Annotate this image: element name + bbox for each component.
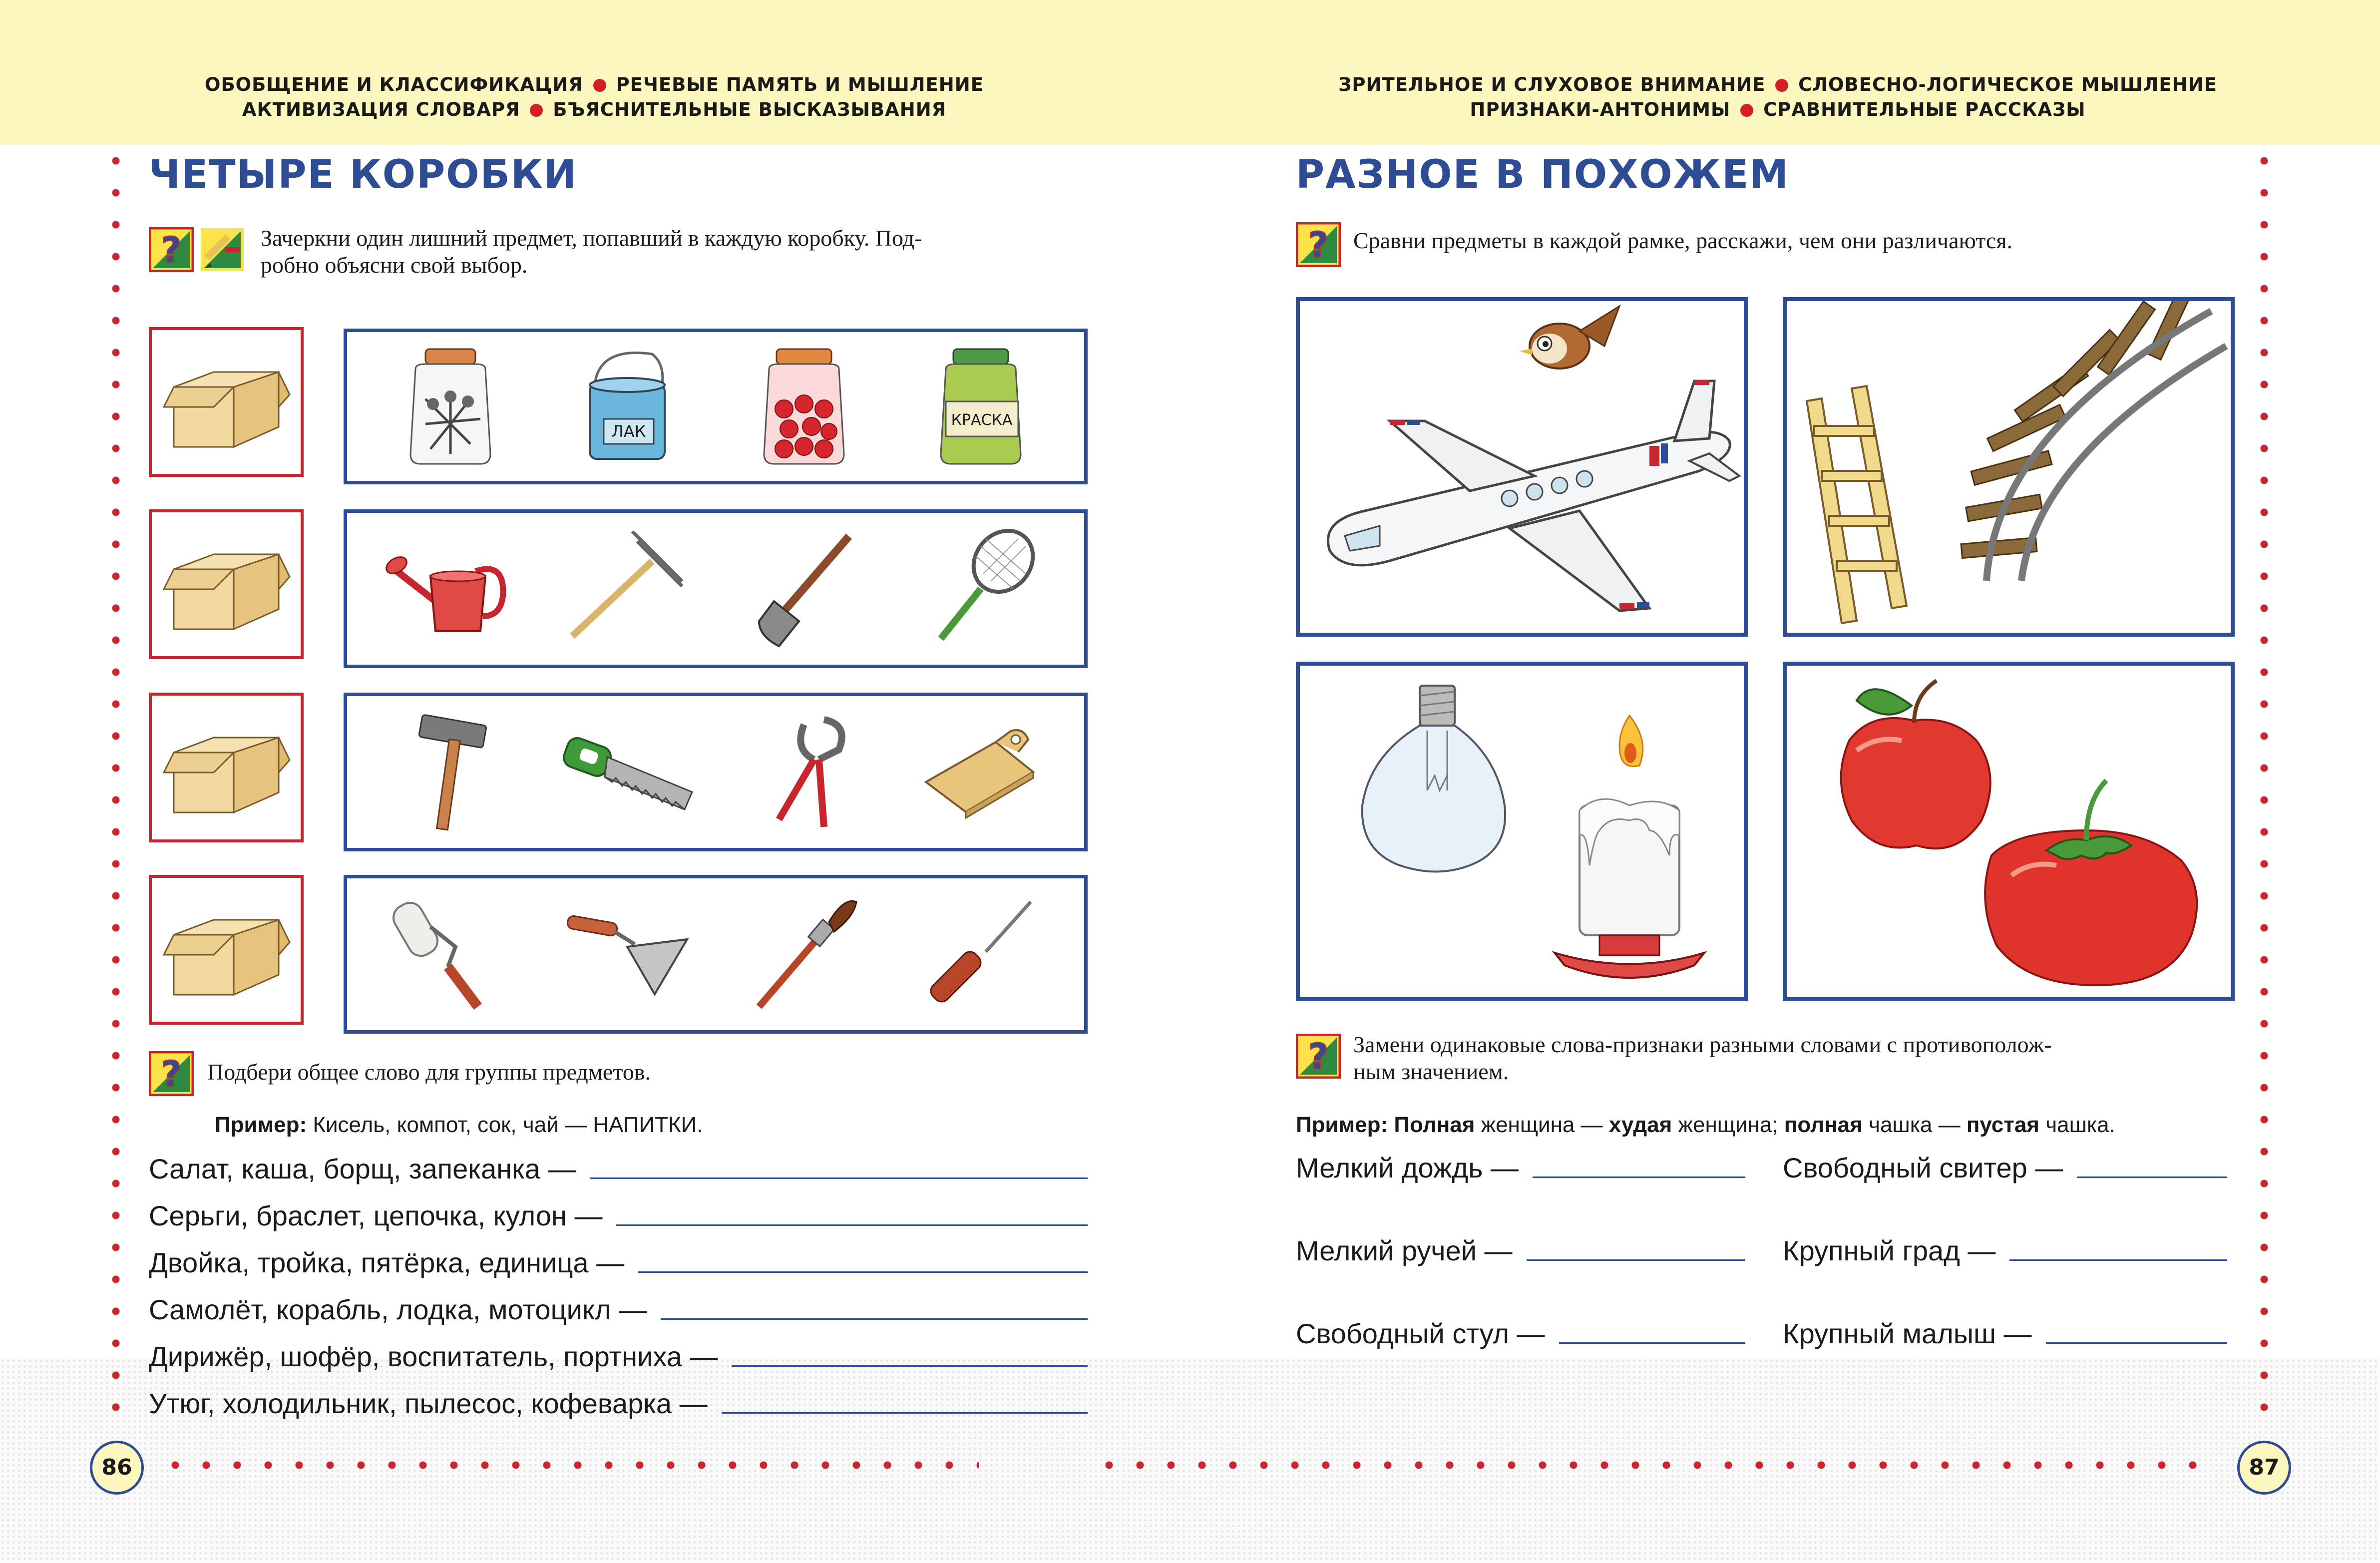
question-icon bbox=[149, 1051, 194, 1096]
question-icon bbox=[149, 227, 194, 272]
shovel-icon[interactable] bbox=[737, 524, 871, 654]
header-topic: СЛОВЕСНО-ЛОГИЧЕСКОЕ МЫШЛЕНИЕ bbox=[1798, 74, 2217, 95]
svg-text:?: ? bbox=[161, 230, 182, 271]
header-topic: ПРИЗНАКИ-АНТОНИМЫ bbox=[1470, 99, 1731, 120]
hammer-icon[interactable] bbox=[383, 707, 518, 837]
question-icon bbox=[1296, 222, 1341, 267]
header-topic: ЗРИТЕЛЬНОЕ И СЛУХОВОЕ ВНИМАНИЕ bbox=[1338, 74, 1766, 95]
svg-text:?: ? bbox=[1308, 225, 1329, 266]
rake-icon[interactable] bbox=[560, 524, 695, 654]
screwdriver-icon[interactable] bbox=[913, 889, 1048, 1019]
paint-roller-icon[interactable] bbox=[383, 889, 518, 1019]
example-text: Пример: Полная женщина — худая женщина; полная чашка — пустая чашка. bbox=[1296, 1113, 2115, 1137]
tennis-racket-icon[interactable] bbox=[913, 524, 1048, 654]
page-number-left: 86 bbox=[90, 1441, 144, 1495]
jar-with-berries-icon[interactable] bbox=[737, 342, 871, 471]
items-row-2 bbox=[344, 509, 1088, 668]
paint-jar-icon[interactable] bbox=[913, 342, 1048, 471]
box-icon bbox=[159, 713, 294, 822]
cardboard-box bbox=[149, 875, 304, 1025]
picture-apple-tomato[interactable] bbox=[1783, 662, 2235, 1001]
fill-in-line[interactable]: Дирижёр, шофёр, воспитатель, портниха — bbox=[149, 1340, 1088, 1373]
task-instruction: Сравни предметы в каждой рамке, расскажи, чем они различаются. bbox=[1353, 228, 2012, 253]
task-instruction: Подбери общее слово для группы предметов. bbox=[207, 1059, 651, 1085]
fill-in-line[interactable]: Салат, каша, борщ, запеканка — bbox=[149, 1153, 1088, 1185]
fill-in-line[interactable]: Утюг, холодильник, пылесос, кофеварка — bbox=[149, 1387, 1088, 1420]
lacquer-can-icon[interactable] bbox=[560, 342, 695, 471]
header-topic: БЪЯСНИТЕЛЬНЫЕ ВЫСКАЗЫВАНИЯ bbox=[553, 99, 947, 120]
fill-in-line[interactable]: Серьги, браслет, цепочка, кулон — bbox=[149, 1199, 1088, 1232]
pliers-icon[interactable] bbox=[737, 707, 871, 837]
svg-text:ЛАК: ЛАК bbox=[611, 422, 646, 441]
fill-in-line[interactable]: Мелкий дождь — bbox=[1296, 1152, 1745, 1184]
task-instruction: Зачеркни один лишний предмет, попавший в каждую коробку. Под- робно объясни свой выбор. bbox=[261, 225, 922, 278]
picture-ladder-railway[interactable] bbox=[1783, 297, 2235, 637]
svg-text:КРАСКА: КРАСКА bbox=[951, 411, 1013, 429]
candle-icon bbox=[1555, 716, 1704, 978]
bird-icon bbox=[1520, 306, 1619, 369]
cardboard-box bbox=[149, 509, 304, 659]
left-dotted-border bbox=[112, 145, 120, 1413]
fill-in-line[interactable]: Свободный свитер — bbox=[1783, 1152, 2227, 1184]
picture-bird-airplane[interactable] bbox=[1296, 297, 1748, 637]
page-title: ЧЕТЫРЕ КОРОБКИ bbox=[149, 152, 577, 197]
items-row-3 bbox=[344, 693, 1088, 851]
svg-text:?: ? bbox=[161, 1054, 182, 1095]
fill-in-line[interactable]: Свободный стул — bbox=[1296, 1317, 1745, 1350]
fill-in-line[interactable]: Крупный малыш — bbox=[1783, 1317, 2227, 1350]
saw-icon[interactable] bbox=[560, 707, 695, 837]
pencil-icon bbox=[200, 227, 245, 272]
paintbrush-icon[interactable] bbox=[737, 889, 871, 1019]
svg-text:?: ? bbox=[1308, 1036, 1329, 1077]
left-header bbox=[165, 72, 1024, 122]
cutting-board-icon[interactable] bbox=[913, 707, 1048, 837]
header-topic: ОБОБЩЕНИЕ И КЛАССИФИКАЦИЯ bbox=[205, 74, 583, 95]
items-row-4 bbox=[344, 875, 1088, 1034]
airplane-icon bbox=[1328, 380, 1739, 611]
page-title: РАЗНОЕ В ПОХОЖЕМ bbox=[1296, 152, 1789, 197]
jar-with-nails-icon[interactable] bbox=[383, 342, 518, 471]
right-header bbox=[1308, 72, 2247, 122]
ladder-icon bbox=[1807, 386, 1907, 623]
picture-lightbulb-candle[interactable] bbox=[1296, 662, 1748, 1001]
header-topic: СРАВНИТЕЛЬНЫЕ РАССКАЗЫ bbox=[1763, 99, 2086, 120]
apple-icon bbox=[1841, 681, 1990, 848]
fill-in-line[interactable]: Самолёт, корабль, лодка, мотоцикл — bbox=[149, 1293, 1088, 1326]
fill-in-line[interactable]: Двойка, тройка, пятёрка, единица — bbox=[149, 1246, 1088, 1279]
trowel-icon[interactable] bbox=[560, 889, 695, 1019]
fill-in-line[interactable]: Мелкий ручей — bbox=[1296, 1234, 1745, 1267]
task-instruction: Замени одинаковые слова-признаки разными словами с противополож- ным значением. bbox=[1353, 1032, 2052, 1084]
bottom-dotted-border-right bbox=[1094, 1461, 2217, 1469]
items-row-1 bbox=[344, 329, 1088, 484]
railway-icon bbox=[1961, 301, 2226, 581]
box-icon bbox=[159, 895, 294, 1005]
fill-in-line[interactable]: Крупный град — bbox=[1783, 1234, 2227, 1267]
tomato-icon bbox=[1985, 781, 2197, 985]
cardboard-box bbox=[149, 327, 304, 477]
cardboard-box bbox=[149, 693, 304, 842]
page-number-right: 87 bbox=[2237, 1441, 2291, 1495]
box-icon bbox=[159, 529, 294, 639]
question-icon bbox=[1296, 1034, 1341, 1079]
header-topic: РЕЧЕВЫЕ ПАМЯТЬ И МЫШЛЕНИЕ bbox=[616, 74, 984, 95]
bottom-dotted-border-left bbox=[160, 1461, 979, 1469]
right-dotted-border bbox=[2260, 145, 2268, 1413]
header-topic: АКТИВИЗАЦИЯ СЛОВАРЯ bbox=[242, 99, 520, 120]
box-icon bbox=[159, 347, 294, 457]
example-text: Пример: Кисель, компот, сок, чай — НАПИТКИ. bbox=[215, 1113, 703, 1137]
lightbulb-icon bbox=[1362, 686, 1505, 872]
watering-can-icon[interactable] bbox=[383, 524, 518, 654]
